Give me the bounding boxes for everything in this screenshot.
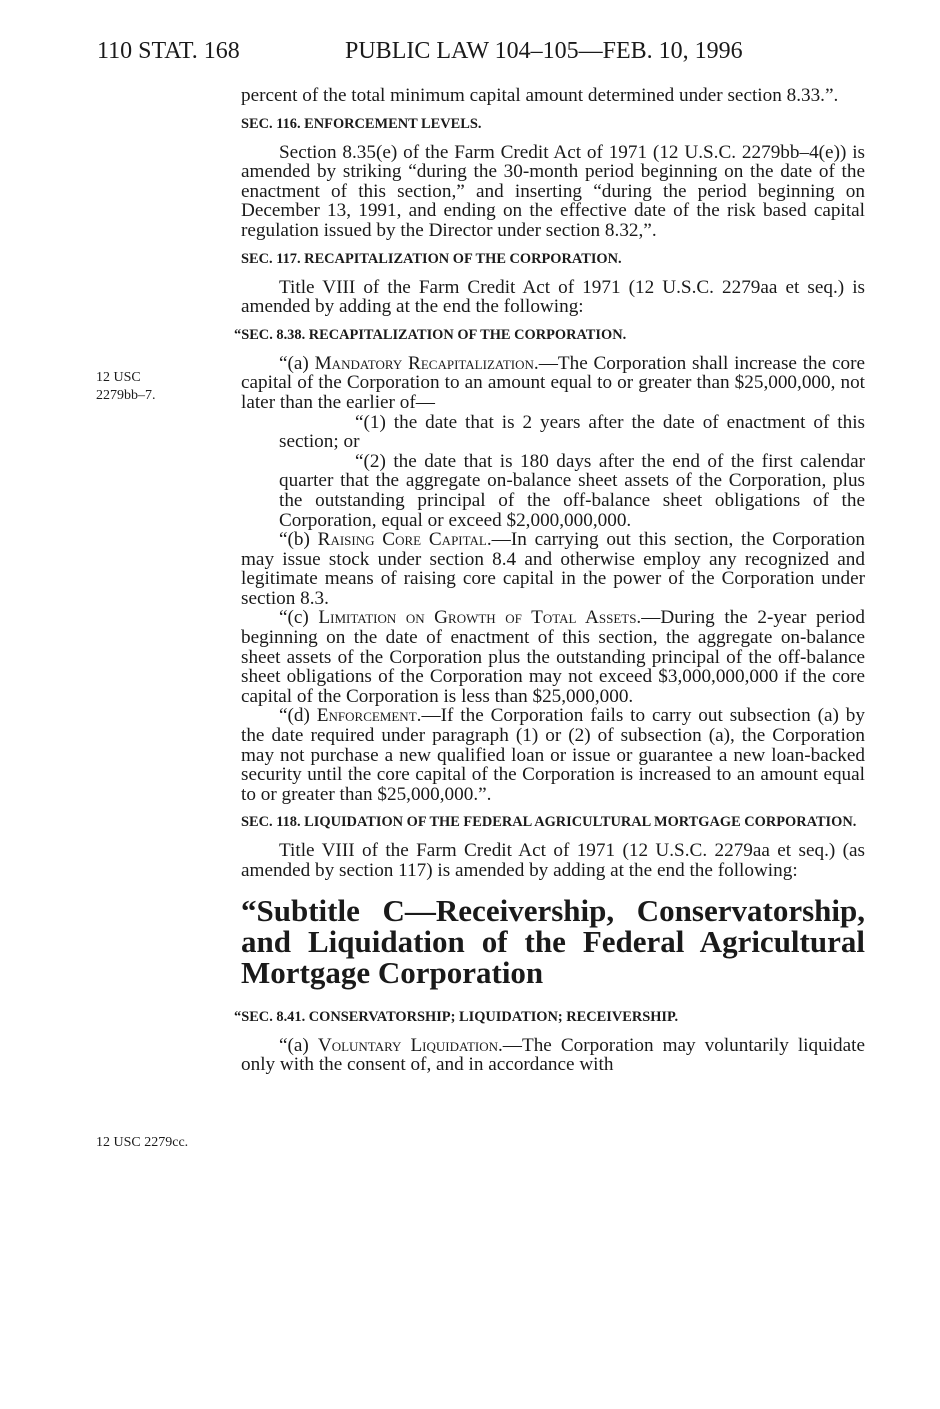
sec-118-heading: SEC. 118. LIQUIDATION OF THE FEDERAL AGRICULTURAL MORTGAGE CORPORATION. — [241, 814, 857, 831]
sec-116-text: Section 8.35(e) of the Farm Credit Act of 1971 (12 U.S.C. 2279bb–4(e)) is amended by striking “during the 30-month period beginning on the date of the enactment of this section,” and inserting “during the period beginning on December 13, 1991, and ending on the effective date of the risk based capital regulation issued by the Director under section 8.32,”. — [241, 141, 865, 241]
voluntary-liquidation-subsection — [241, 1036, 865, 1075]
statute-page-number: 110 STAT. 168 — [97, 38, 240, 64]
subsection-a — [241, 354, 865, 413]
sec-116-heading: SEC. 116. ENFORCEMENT LEVELS. — [241, 115, 482, 132]
subsection-d-open: “(d) — [279, 705, 317, 727]
sec-8-41-heading: “SEC. 8.41. CONSERVATORSHIP; LIQUIDATION; RECEIVERSHIP. — [234, 1008, 679, 1025]
sec-117-text: Title VIII of the Farm Credit Act of 1971 (12 U.S.C. 2279aa et seq.) is amended by adding at the end the following: — [241, 276, 865, 318]
sec-118-text: Title VIII of the Farm Credit Act of 1971 (12 U.S.C. 2279aa et seq.) (as amended by section 117) is amended by adding at the end the following: — [241, 840, 865, 881]
subtitle-c-heading: “Subtitle C—Receivership, Conservatorship, and Liquidation of the Federal Agricultural Mortgage Corporation — [241, 892, 865, 990]
public-law-citation: PUBLIC LAW 104–105—FEB. 10, 1996 — [345, 38, 743, 64]
margin-note-2279cc: 12 USC 2279cc. — [96, 1135, 189, 1150]
page-header — [97, 36, 777, 66]
paragraph-1: “(1) the date that is 2 years after the date of enactment of this section; or — [279, 411, 865, 453]
subsection-b-open: “(b) — [279, 529, 318, 551]
continuation-paragraph: percent of the total minimum capital amount determined under section 8.33.”. — [241, 85, 839, 106]
subsection-a-title: Mandatory Recapitalization. — [314, 352, 539, 374]
margin-note-line: 2279bb–7. — [96, 388, 156, 403]
subsection-c-open: “(c) — [279, 607, 319, 629]
voluntary-liquidation-text: —The Corporation may voluntarily liquidate only with the consent of, and in accordance with — [241, 1034, 865, 1076]
paragraph-2: “(2) the date that is 180 days after the end of the first calendar quarter that the aggregate on-balance sheet assets of the Corporation, plus the outstanding principal of the off-balance sheet obligations of the Corporation, equal or exceed $2,000,000,000. — [279, 450, 865, 531]
subsection-b — [241, 530, 865, 608]
subsection-c-title: Limitation on Growth of Total Assets. — [318, 607, 642, 629]
sec-117-heading: SEC. 117. RECAPITALIZATION OF THE CORPORATION. — [241, 250, 622, 267]
voluntary-liquidation-title: Voluntary Liquidation. — [317, 1034, 503, 1056]
voluntary-liquidation-open: “(a) — [279, 1034, 318, 1056]
subsection-c — [241, 608, 865, 706]
main-text-column — [234, 85, 865, 1076]
subsection-a-open: “(a) — [279, 352, 315, 374]
subsection-c-text: —During the 2-year period beginning on the date of enactment of this section, the aggregate on-balance sheet assets of the Corporation plus the outstanding principal of the off-balance sheet obligations of the Corporation may not exceed $3,000,000,000 if the core capital of the Corporation is less than $25,000,000. — [241, 607, 865, 707]
subsection-a-text: —The Corporation shall increase the core capital of the Corporation to an amount equal to or greater than $25,000,000, not later than the earlier of— — [241, 352, 865, 413]
subsection-b-title: Raising Core Capital. — [317, 529, 492, 551]
margin-note-2279bb-7 — [96, 369, 226, 405]
sec-8-38-heading: “SEC. 8.38. RECAPITALIZATION OF THE CORPORATION. — [234, 326, 627, 343]
subsection-b-text: —In carrying out this section, the Corporation may issue stock under section 8.4 and otherwise employ any recognized and legitimate means of raising core capital in the power of the Corporation under section 8.3. — [241, 529, 865, 609]
subsection-d-text: —If the Corporation fails to carry out subsection (a) by the date required under paragraph (1) or (2) of subsection (a), the Corporation may not purchase a new qualified loan or issue or guarantee a new loan-backed security until the core capital of the Corporation is increased to an amount equal to or greater than $25,000,000.”. — [241, 705, 865, 805]
subsection-d — [241, 706, 865, 804]
margin-note-line: 12 USC — [96, 370, 141, 385]
subsection-d-title: Enforcement. — [316, 705, 422, 727]
